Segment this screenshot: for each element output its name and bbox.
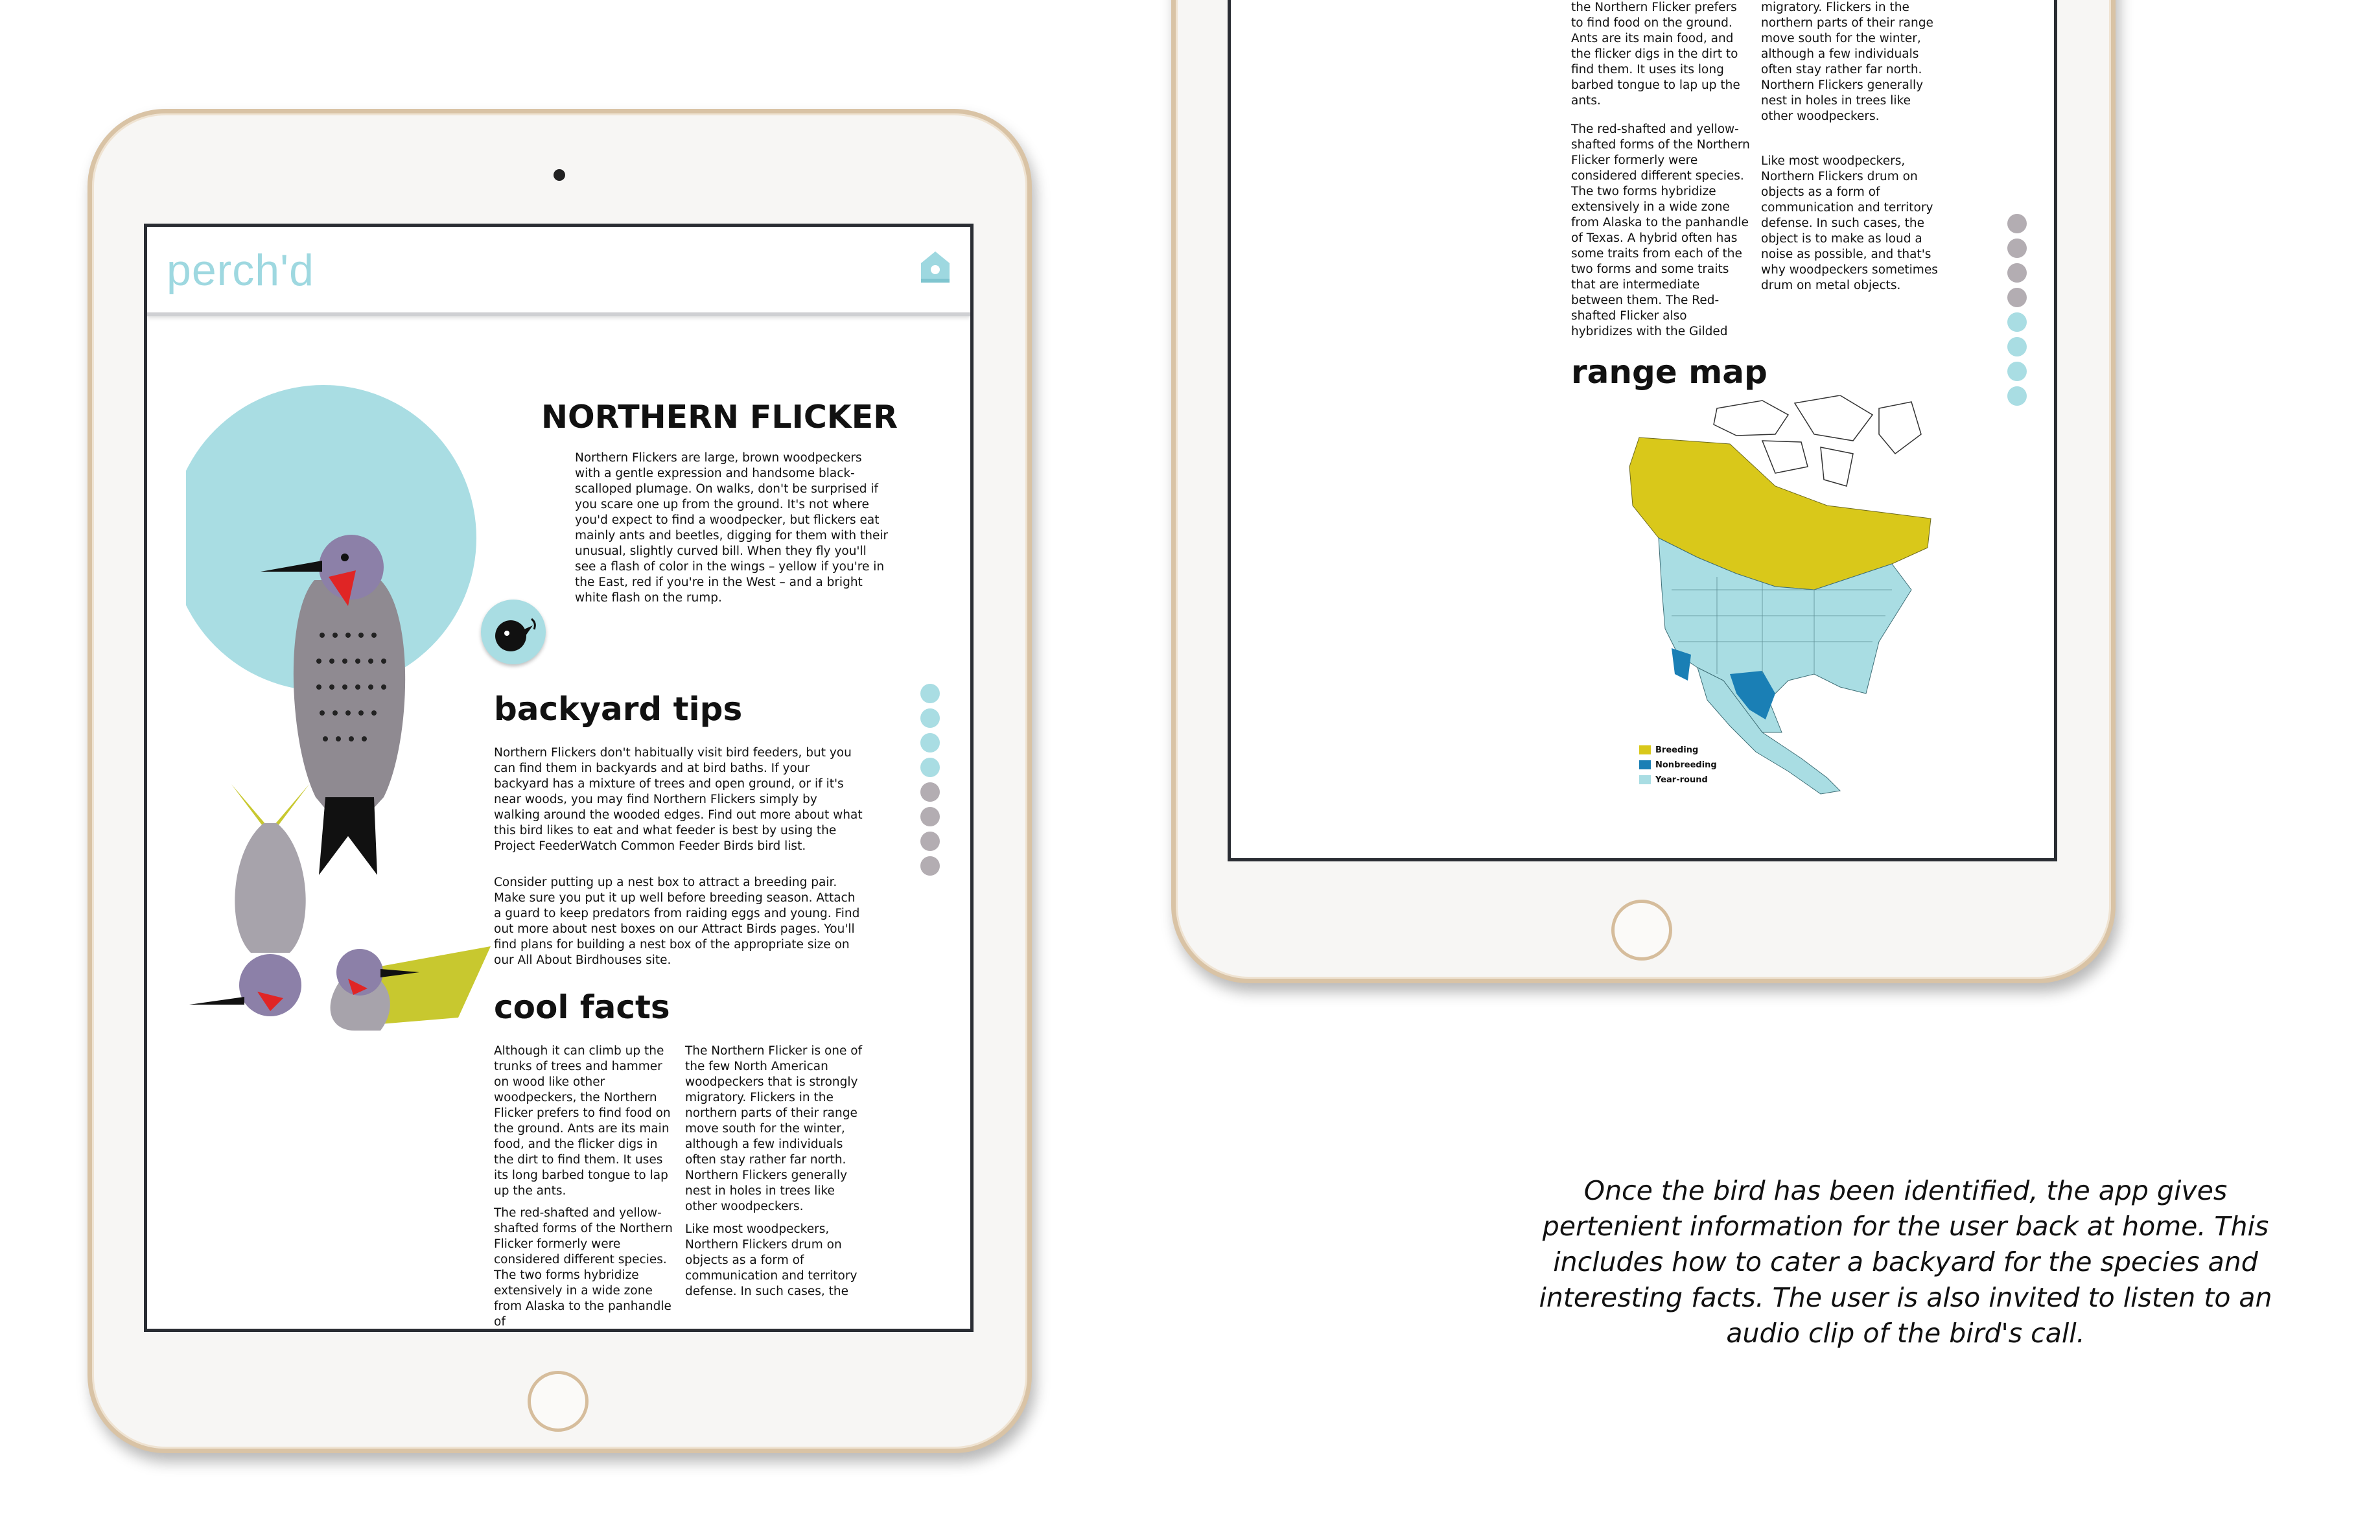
page-dot[interactable] (920, 856, 940, 876)
flicker-hanging-figure (189, 784, 309, 1016)
backyard-tips-heading: backyard tips (494, 690, 743, 728)
page-dot[interactable] (920, 708, 940, 728)
ipad-device-left (88, 109, 1032, 1453)
page-indicator-dots (920, 684, 940, 881)
page-dot[interactable] (920, 782, 940, 802)
page-dot[interactable] (2007, 263, 2027, 283)
page-dot[interactable] (920, 807, 940, 826)
range-map-image (1568, 395, 1944, 817)
page-dot[interactable] (2007, 214, 2027, 233)
page-dot[interactable] (2007, 288, 2027, 307)
home-button[interactable] (1611, 900, 1672, 961)
page-dot[interactable] (920, 733, 940, 752)
cool-facts-col1-p1: Although it can climb up the trunks of trees and hammer on wood like other woodpeckers, the Northern Flicker prefers to find food on the ground. Ants are its main food, and the flicker digs in the dirt to find them. It uses its long barbed tongue to lap up the ants. (494, 1044, 671, 1198)
app-screen-scrolled (1228, 0, 2057, 861)
cool-facts-heading: cool facts (494, 988, 670, 1026)
legend-label-year-round: Year-round (1655, 775, 1708, 785)
page-dot[interactable] (2007, 386, 2027, 406)
page-dot[interactable] (920, 832, 940, 851)
caption-text: Once the bird has been identified, the app gives pertenient information for the user back at home. This includes how to cater a backyard for the species and interesting facts. The user is also invited to listen to an audio clip of the bird's call. (1539, 1175, 2272, 1349)
northern-flicker-illustration (186, 382, 523, 1031)
app-header (147, 227, 970, 316)
cool-facts-col1-p2-continued: The red-shafted and yellow-shafted forms of the Northern Flicker formerly were considered different species. The two forms hybridize extensively in a wide zone from Alaska to the panhandle of Texas. A hybrid often has some traits from each of the two forms and some traits that are intermediate between them. The Red-shafted Flicker also hybridizes with the Gilded (1571, 122, 1750, 338)
page-indicator-dots (2007, 214, 2027, 411)
page-dot[interactable] (2007, 312, 2027, 332)
page-dot[interactable] (2007, 337, 2027, 356)
range-map-legend (1639, 745, 1651, 784)
home-button[interactable] (528, 1371, 589, 1432)
cool-facts-col2-p2-continued: Like most woodpeckers, Northern Flickers drum on objects as a form of communication and territory defense. In such cases, the object is to make as loud a noise as possible, and that's why woodpeckers sometimes drum on metal objects. (1761, 154, 1938, 292)
backyard-tips-paragraph-2: Consider putting up a nest box to attract a breeding pair. Make sure you put it up well before breeding season. Attach a guard to keep predators from raiding eggs and young. Find out more about nest boxes on our Attract Birds pages. You'll find plans for building a nest box of the appropriate size on our All About Birdhouses site. (494, 876, 860, 967)
cool-facts-col2-p2: Like most woodpeckers, Northern Flickers drum on objects as a form of communication and territory defense. In such cases, the (685, 1222, 858, 1298)
bird-call-audio-button[interactable] (481, 600, 546, 664)
species-title: NORTHERN FLICKER (541, 399, 898, 436)
app-screen-species-detail (144, 224, 974, 1332)
ipad-device-right (1171, 0, 2116, 983)
cool-facts-col1-continued: the Northern Flicker prefers to find food on the ground. Ants are its main food, and the flicker digs in the dirt to find them. It uses its long barbed tongue to lap up the ants. (1571, 1, 1740, 108)
front-camera (554, 169, 565, 181)
legend-label-nonbreeding: Nonbreeding (1655, 760, 1717, 770)
app-logo[interactable]: perch'd (167, 246, 314, 295)
page-dot[interactable] (2007, 239, 2027, 258)
species-intro: Northern Flickers are large, brown woodpeckers with a gentle expression and handsome black-scalloped plumage. On walks, don't be surprised if you scare one up from the ground. It's not where you'd expect to find a woodpecker, but flickers eat mainly ants and beetles, digging for them with their unusual, slightly curved bill. When they fly you'll see a flash of color in the wings – yellow if you're in the East, red if you're in the West – and a bright white flash on the rump. (575, 451, 889, 605)
flicker-flying-figure (331, 946, 491, 1031)
bird-call-audio-icon (481, 600, 546, 664)
legend-label-breeding: Breeding (1655, 745, 1699, 755)
backyard-tips-paragraph-1: Northern Flickers don't habitually visit bird feeders, but you can find them in backyards and at bird baths. If your backyard has a mixture of trees and open ground, or if it's near woods, you may find Northern Flickers simply by walking around the wooded edges. Find out more about what this bird likes to eat and what feeder is best by using the Project FeederWatch Common Feeder Birds bird list. (494, 746, 863, 853)
cool-facts-col2-p1: The Northern Flicker is one of the few North American woodpeckers that is strongly migratory. Flickers in the northern parts of their range move south for the winter, although a few individuals often stay rather far north. Northern Flickers generally nest in holes in trees like other woodpeckers. (685, 1044, 863, 1213)
page-dot[interactable] (920, 758, 940, 777)
page-dot[interactable] (2007, 362, 2027, 381)
range-map-heading: range map (1571, 353, 1768, 391)
cool-facts-col1-p2: The red-shafted and yellow-shafted forms of the Northern Flicker formerly were considered different species. The two forms hybridize extensively in a wide zone from Alaska to the panhandle of (494, 1206, 673, 1329)
birdhouse-icon[interactable] (920, 250, 951, 284)
cool-facts-col2-continued: migratory. Flickers in the northern parts of their range move south for the winter, although a few individuals often stay rather far north. Northern Flickers generally nest in holes in trees like other woodpeckers. (1761, 1, 1933, 123)
page-dot[interactable] (920, 684, 940, 703)
